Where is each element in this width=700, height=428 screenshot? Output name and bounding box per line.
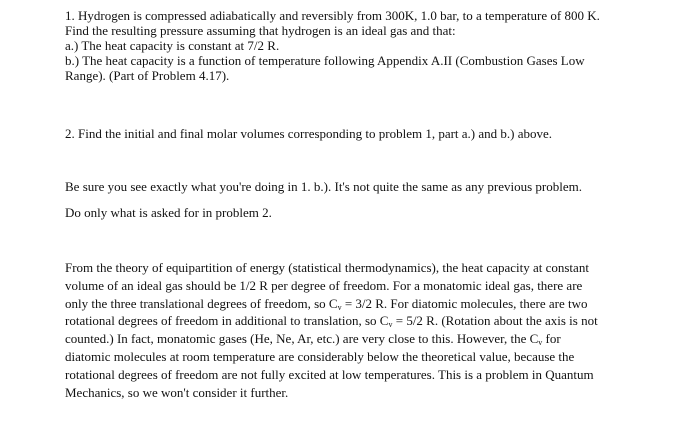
problem-2: [65, 126, 645, 141]
note-line-2: [65, 205, 645, 220]
theory-line: volume of an ideal gas should be 1/2 R per degree of freedom. For a monatomic ideal gas, there are: [65, 277, 583, 293]
theory-line: [65, 295, 645, 313]
theory-line: rotational degrees of freedom are not fully excited at low temperatures. This is a problem in Quantum: [65, 366, 594, 382]
theory-text: only the three translational degrees of freedom, so C: [65, 295, 338, 311]
theory-line: [65, 330, 645, 348]
note-line-1: [65, 179, 645, 194]
theory-text: for: [542, 331, 561, 347]
theory-line: Mechanics, so we won't consider it further.: [65, 384, 289, 400]
theory-text: = 3/2 R. For diatomic molecules, there are two: [341, 295, 588, 311]
theory-line: From the theory of equipartition of energy (statistical thermodynamics), the heat capacity at constant: [65, 260, 589, 275]
problem-2-line: 2. Find the initial and final molar volumes corresponding to problem 1, part a.) and b.) above.: [65, 126, 553, 141]
theory-text: = 5/2 R. (Rotation about the axis is not: [392, 313, 598, 329]
problem-1-line: Range). (Part of Problem 4.17).: [65, 68, 230, 83]
problem-1-part-b: b.) The heat capacity is a function of temperature following Appendix A.II (Combustion Gases Low: [65, 53, 585, 68]
problem-1-part-a: a.) The heat capacity is constant at 7/2 R.: [65, 38, 280, 53]
problem-1: [65, 8, 645, 83]
theory-text: counted.) In fact, monatomic gases (He, Ne, Ar, etc.) are very close to this. However, the C: [65, 331, 539, 347]
problem-1-line: 1. Hydrogen is compressed adiabatically and reversibly from 300K, 1.0 bar, to a temperature of 800 K.: [65, 8, 600, 23]
theory-paragraph: [65, 259, 645, 401]
problem-1-line: Find the resulting pressure assuming that hydrogen is an ideal gas and that:: [65, 23, 456, 38]
subscript-v: v: [337, 302, 342, 312]
note-line: Be sure you see exactly what you're doing in 1. b.). It's not quite the same as any previous problem.: [65, 179, 582, 194]
subscript-v: v: [538, 338, 543, 348]
subscript-v: v: [388, 320, 393, 330]
theory-line: [65, 312, 645, 330]
theory-line: diatomic molecules at room temperature are considerably below the theoretical value, because the: [65, 348, 575, 364]
theory-text: rotational degrees of freedom in additional to translation, so C: [65, 313, 389, 329]
note-line: Do only what is asked for in problem 2.: [65, 205, 272, 220]
